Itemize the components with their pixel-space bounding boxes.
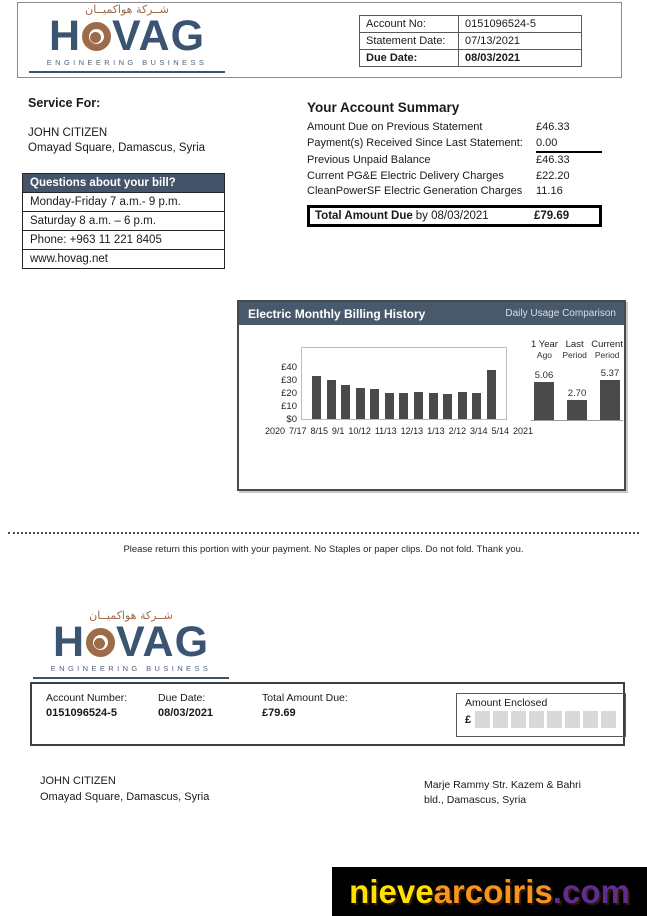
mailing-name: JOHN CITIZEN: [40, 775, 116, 787]
comparison-column: [564, 388, 590, 420]
y-tick-label: £40: [281, 362, 297, 373]
table-row: [360, 33, 582, 50]
account-info-table: [359, 15, 582, 67]
billing-bar: [443, 394, 452, 419]
total-amount-due-box: [307, 205, 602, 227]
logo-tagline: ENGINEERING BUSINESS: [33, 664, 229, 679]
summary-row-value: 11.16: [536, 185, 563, 197]
due-date-label: Due Date:: [360, 50, 459, 67]
x-tick-label: 9/1: [331, 426, 345, 436]
billing-bar: [356, 388, 365, 419]
x-tick-label: 12/13: [400, 426, 424, 436]
comparison-bars: [531, 363, 623, 421]
x-tick-label: 5/14: [491, 426, 510, 436]
amount-digit-box: [547, 711, 562, 728]
amount-enclosed-label: Amount Enclosed: [465, 697, 548, 709]
logo-letter-h: H: [52, 618, 86, 666]
summary-row: [307, 120, 602, 136]
service-for-title: Service For:: [28, 96, 101, 110]
billing-bar: [312, 376, 321, 419]
billing-bar: [458, 392, 467, 419]
chart-header-bar: [239, 302, 624, 325]
questions-row-hours-weekday: Monday-Friday 7 a.m.- 9 p.m.: [23, 192, 224, 211]
total-due-suffix: by 08/03/2021: [415, 209, 489, 222]
stub-field-value: £79.69: [262, 707, 296, 719]
billing-bar: [341, 385, 350, 419]
summary-row-label: CleanPowerSF Electric Generation Charges: [307, 185, 523, 197]
billing-bar: [370, 389, 379, 419]
summary-row-label: Amount Due on Previous Statement: [307, 121, 483, 133]
watermark-part-arcoiris: arcoiris: [433, 872, 553, 910]
logo-wordmark: [29, 12, 225, 60]
y-tick-label: £10: [281, 401, 297, 412]
summary-row-value: £46.33: [536, 154, 570, 166]
currency-symbol: £: [465, 713, 472, 726]
chart-title: Electric Monthly Billing History: [248, 306, 426, 321]
x-tick-label: 10/12: [348, 426, 371, 436]
comparison-label: [591, 339, 623, 360]
amount-digit-box: [475, 711, 490, 728]
header: [17, 2, 622, 78]
label-line: Period: [594, 350, 620, 360]
detach-dotted-line: [8, 532, 639, 534]
label-line: Last: [565, 339, 584, 350]
remit-line: bld., Damascus, Syria: [424, 794, 527, 806]
comparison-labels: [531, 339, 623, 360]
questions-row-phone: Phone: +963 11 221 8405: [23, 230, 224, 249]
billing-bar: [385, 393, 394, 419]
comparison-bar: [567, 400, 587, 420]
logo-o-icon: [82, 22, 111, 51]
service-for-section: [28, 96, 205, 154]
billing-bar: [327, 380, 336, 419]
billing-bars: [301, 347, 507, 420]
stub-field-label: Account Number:: [46, 692, 128, 704]
chart-subtitle: Daily Usage Comparison: [505, 308, 616, 319]
customer-name: JOHN CITIZEN: [28, 127, 108, 139]
x-tick-label: 2021: [512, 426, 533, 436]
stub-field-label: Total Amount Due:: [262, 692, 348, 704]
chart-body: [239, 325, 624, 487]
label-line: 1 Year: [531, 339, 558, 350]
billing-bar: [429, 393, 438, 419]
stub-total-due: [262, 692, 348, 719]
logo-o-icon: [86, 628, 115, 657]
hovag-logo: [29, 4, 225, 73]
summary-row: [307, 153, 602, 169]
account-summary-section: [307, 100, 602, 227]
remit-line: Marje Rammy Str. Kazem & Bahri: [424, 779, 581, 791]
amount-digit-box: [511, 711, 526, 728]
y-tick-label: $0: [286, 414, 297, 425]
billing-bar: [414, 392, 423, 419]
account-no-value: 0151096524-5: [459, 16, 582, 33]
summary-row: [307, 169, 602, 185]
logo-arabic-text: شــركة هواكميــان: [85, 3, 169, 16]
comparison-value: 5.06: [534, 370, 554, 382]
stub-due-date: [158, 692, 213, 719]
y-tick-label: £30: [281, 375, 297, 386]
summary-row-value: £46.33: [536, 121, 570, 133]
y-tick-label: £20: [281, 388, 297, 399]
x-tick-label: 8/15: [310, 426, 328, 436]
logo-wordmark: [33, 618, 229, 666]
stub-field-value: 0151096524-5: [46, 707, 117, 719]
amount-enclosed-box: [456, 693, 626, 737]
x-tick-label: 2/12: [448, 426, 467, 436]
amount-enclosed-row: [465, 711, 617, 728]
total-due-value: £79.69: [534, 209, 570, 222]
billing-bar: [472, 393, 481, 419]
summary-row-value: £22.20: [536, 169, 570, 182]
questions-box: [22, 173, 225, 269]
statement-date-value: 07/13/2021: [459, 33, 582, 50]
x-tick-label: 7/17: [288, 426, 307, 436]
billing-bar: [487, 370, 496, 419]
x-tick-label: 11/13: [374, 426, 397, 436]
billing-x-labels: [265, 426, 533, 436]
amount-digit-box: [493, 711, 508, 728]
comparison-column: [597, 368, 623, 420]
label-line: Current: [591, 339, 623, 350]
summary-row: [307, 184, 602, 200]
questions-row-website: www.hovag.net: [23, 249, 224, 268]
x-tick-label: 2020: [265, 426, 286, 436]
label-line: Period: [562, 350, 587, 360]
total-due-label: [315, 210, 489, 222]
amount-enclosed-boxes: [475, 711, 616, 728]
return-portion-notice: Please return this portion with your payment. No Staples or paper clips. Do not fold. Thank you.: [123, 544, 524, 555]
comparison-column: [531, 370, 557, 420]
statement-date-label: Statement Date:: [360, 33, 459, 50]
summary-row-label: Current PG&E Electric Delivery Charges: [307, 169, 504, 182]
comparison-label: [562, 339, 588, 360]
comparison-label: [531, 339, 558, 360]
logo-letters-vag: VAG: [116, 618, 210, 666]
questions-header: Questions about your bill?: [23, 174, 224, 192]
comparison-value: 5.37: [600, 368, 620, 379]
payment-stub-box: [30, 682, 625, 746]
logo-arabic-text: شــركة هواكميــان: [89, 609, 173, 622]
logo-letters-vag: VAG: [112, 12, 206, 60]
table-row: [360, 16, 582, 33]
stub-field-value: 08/03/2021: [158, 707, 214, 719]
billing-bar: [399, 393, 408, 419]
comparison-bar: [534, 382, 554, 420]
billing-history-panel: [237, 300, 626, 491]
stub-field-label: Due Date:: [158, 692, 206, 704]
questions-row-hours-saturday: Saturday 8 a.m. – 6 p.m.: [23, 211, 224, 230]
billing-y-labels: [263, 361, 297, 426]
amount-digit-box: [601, 711, 616, 728]
summary-row-label: Previous Unpaid Balance: [307, 154, 431, 166]
remit-address: [424, 778, 629, 808]
comparison-bar: [600, 380, 620, 420]
daily-usage-comparison: [531, 339, 623, 421]
mailing-street: Omayad Square, Damascus, Syria: [40, 791, 210, 803]
table-row: [360, 50, 582, 67]
watermark-part-com: .com: [552, 872, 630, 910]
label-line: Ago: [536, 350, 553, 360]
account-no-label: Account No:: [360, 16, 459, 33]
amount-digit-box: [529, 711, 544, 728]
stub-account-number: [46, 692, 127, 719]
mailing-address-customer: [40, 773, 209, 805]
watermark-part-nieve: nieve: [349, 872, 434, 910]
due-date-value: 08/03/2021: [459, 50, 582, 67]
summary-row-value: 0.00: [536, 136, 602, 154]
summary-row-label: Payment(s) Received Since Last Statement:: [307, 136, 523, 149]
summary-row: [307, 136, 602, 154]
logo-tagline: ENGINEERING BUSINESS: [29, 58, 225, 73]
comparison-value: 2.70: [567, 387, 587, 399]
summary-title: Your Account Summary: [307, 100, 460, 115]
amount-digit-box: [583, 711, 598, 728]
logo-letter-h: H: [48, 12, 82, 60]
hovag-logo-stub: [33, 610, 229, 679]
site-watermark: [332, 867, 647, 916]
x-tick-label: 1/13: [427, 426, 445, 436]
customer-address: Omayad Square, Damascus, Syria: [28, 142, 206, 154]
x-tick-label: 3/14: [470, 426, 488, 436]
amount-digit-box: [565, 711, 580, 728]
total-due-label-text: Total Amount Due: [315, 209, 413, 222]
